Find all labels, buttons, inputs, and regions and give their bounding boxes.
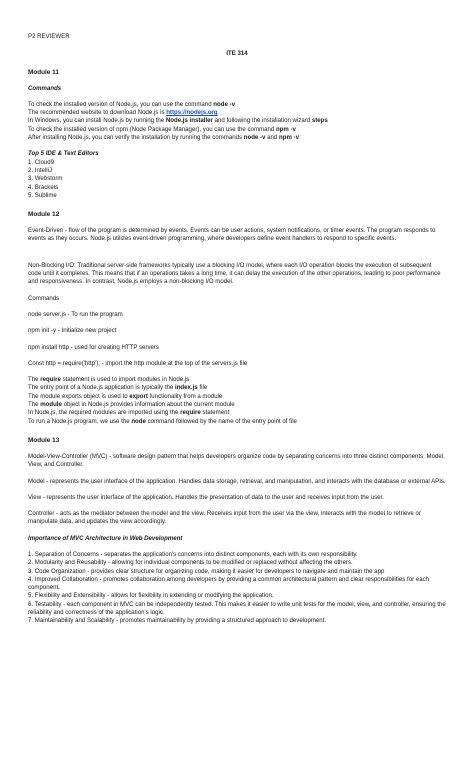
non-blocking-paragraph: Non-Blocking I/O: Traditional server-side frameworks typically use a blocking I/O model, where each I/O operation blocks the execution of subsequent code until it completes. This means that if an operations takes a long time, it can delay the execution of the other operations, leading to poor performance and responsiveness. In contrast, Node.js employs a non-blocking I/O model. — [28, 261, 441, 286]
require-line-3: The module exports object is used to export functionality from a module — [28, 392, 223, 400]
require-line-1: The require statement is used to import modules in Node.js — [28, 376, 190, 384]
m11-line-2: The recommended website to download Node.js is https://nodejs.org — [28, 109, 218, 117]
list-item: 6. Testability - each component in MVC can be independently tested. This makes it easier to write unit tests for the model, view, and controller, ensuring the reliability and correctness of the application's logic. — [28, 600, 446, 617]
require-line-5: In Node.js, the required modules are imported using the require statement — [28, 409, 230, 417]
m11-line-1: To check the installed version of Node.js, you can use the command node -v — [28, 100, 235, 108]
module-12-heading: Module 12 — [28, 211, 60, 219]
model-paragraph: Model - represents the user interface of the application. Handles data storage, retrieval, and manipulation, and interacts with the database or external APIs. — [28, 477, 446, 485]
controller-paragraph: Controller - acts as the mediator between the model and the view. Receives input from the user via the view, interacts with the model to retrieve or manipulate data, and updates the view accordingly. — [28, 510, 421, 526]
command-run: node server.js - To run the program — [28, 310, 123, 318]
importance-heading: Importance of MVC Architecture in Web Development — [28, 534, 183, 542]
m11-line-3: In Windows, you can install Node.js by running the Node.js installer and following the installation wizard steps — [28, 117, 328, 125]
m11-line-5: After installing Node.js, you can verify the installation by running the commands node -v and npm -v — [28, 134, 299, 142]
mvc-paragraph: Model-View-Controller (MVC) - software design pattern that helps developers organize code by separating concerns into three distinct components: Model, View, and Controller. — [28, 452, 445, 469]
list-item: 1. Separation of Concerns - separates the application's concerns into distinct components, each with its own responsibility. — [28, 550, 358, 558]
module-11-heading: Module 11 — [28, 68, 59, 76]
list-item: 5. Flexibility and Extensibility - allows for flexibility in extending or modifying the application. — [28, 592, 274, 600]
require-line-6: To run a Node.js program, we use the node command followed by the name of the entry point of file — [28, 417, 297, 425]
ide-item: 3. Webstorm — [28, 175, 63, 183]
commands-heading: Commands — [28, 84, 62, 92]
list-item: 7. Maintainability and Scalability - promotes maintainability by providing a structured approach to development. — [28, 617, 327, 625]
list-item: 3. Code Organization - provides clear structure for organizing code, making it easier for developers to navigate and maintain the app — [28, 567, 385, 575]
reviewer-label: P2 REVIEWER — [28, 33, 70, 40]
m12-commands-label: Commands — [28, 294, 60, 302]
ide-item: 1. Cloud9 — [28, 158, 55, 166]
list-item: 2. Modularity and Reusability - allowing for individual components to be modified or replaced without affecting the others. — [28, 559, 353, 567]
ide-item: 2. IntelliJ — [28, 166, 53, 174]
command-install: npm install http - used for creating HTTP servers — [28, 343, 159, 351]
module-13-heading: Module 13 — [28, 436, 60, 444]
list-item: 4. Improved Collaboration - promotes collaboration among developers by providing a common architectural pattern and clear responsibilities for each component. — [28, 575, 430, 592]
require-line-2: The entry point of a Node.js application is typically the index.js file — [28, 384, 208, 392]
m11-line-4: To check the installed version of npm (Node Package Manager), you can use the command npm -v — [28, 125, 296, 133]
course-title: ITE 314 — [226, 50, 248, 58]
view-paragraph: View - represents the user interface of the application. Handles the presentation of data to the user and receives input from the user. — [28, 493, 384, 501]
nodejs-link[interactable]: https://nodejs.org — [166, 109, 218, 117]
command-require: Const http = require('http'); - import the http module at the top of the servers.js file — [28, 359, 248, 367]
require-line-4: The module object in Node.js provides information about the current module — [28, 401, 235, 409]
command-init: npm init -y - Initialize new project — [28, 327, 117, 335]
ide-item: 4. Brackets — [28, 183, 59, 191]
event-driven-paragraph: Event-Driven - flow of the program is determined by events. Events can be user actions, system notifications, or timer events. The program responds to events as they occurs. Node.js utilizes event-driven programming, where developers define event handlers to respond to specific events. — [28, 227, 436, 243]
ide-heading: Top 5 IDE & Text Editors — [28, 150, 99, 158]
ide-item: 5. Sublime — [28, 191, 57, 199]
